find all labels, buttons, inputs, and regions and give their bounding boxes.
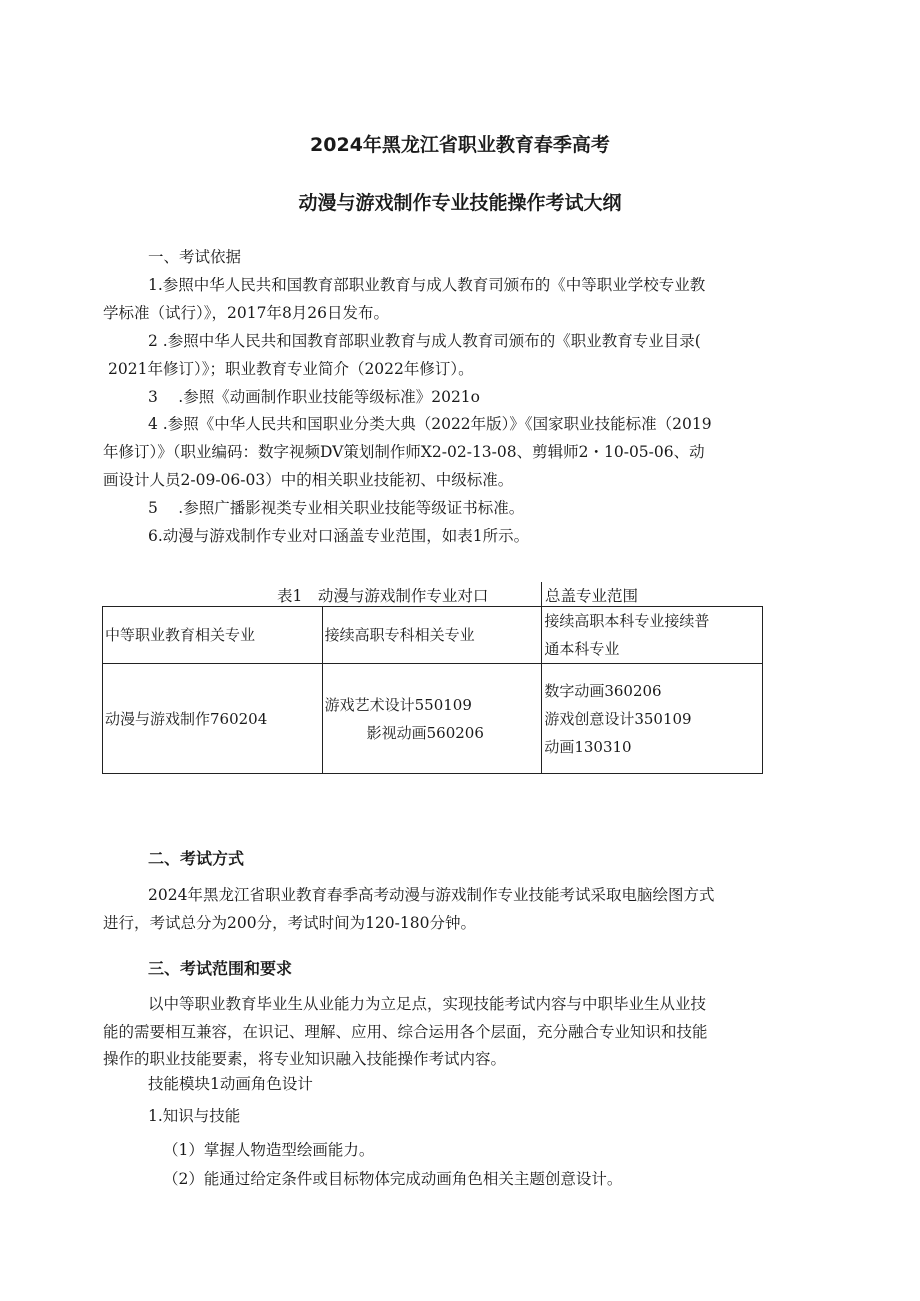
paragraph-line: （2）能通过给定条件或目标物体完成动画角色相关主题创意设计。 (163, 1170, 623, 1188)
paragraph-line: 画设计人员2-09-06-03）中的相关职业技能初、中级标准。 (103, 471, 514, 489)
paragraph-line: 2021年修订）》；职业教育专业简介（2022年修订）。 (108, 360, 474, 378)
paragraph-line: 学标准（试行）》，2017年8月26日发布。 (103, 304, 390, 322)
paragraph-line: 2 .参照中华人民共和国教育部职业教育与成人教育司颁布的《职业教育专业目录( (148, 332, 701, 350)
paragraph-line: 6.动漫与游戏制作专业对口涵盖专业范围，如表1所示。 (148, 527, 530, 545)
paragraph-line: 5 .参照广播影视类专业相关职业技能等级证书标准。 (148, 499, 525, 517)
table-header-cell: 接续高职专科相关专业 (322, 607, 542, 664)
paragraph-line: 进行，考试总分为200分，考试时间为120-180分钟。 (103, 914, 476, 932)
paragraph-line: 3 .参照《动画制作职业技能等级标准》2021o (148, 388, 480, 406)
paragraph-line: 1.参照中华人民共和国教育部职业教育与成人教育司颁布的《中等职业学校专业教 (148, 276, 706, 294)
paragraph-line: 操作的职业技能要素，将专业知识融入技能操作考试内容。 (103, 1050, 507, 1068)
section-heading: 一、考试依据 (148, 248, 242, 266)
page-title: 2024年黑龙江省职业教育春季高考 (310, 134, 610, 156)
paragraph-line: 1.知识与技能 (148, 1107, 241, 1125)
section-heading: 三、考试范围和要求 (148, 959, 293, 978)
paragraph-line: 能的需要相互兼容，在识记、理解、应用、综合运用各个层面，充分融合专业知识和技能 (103, 1023, 708, 1041)
table-header-cell: 中等职业教育相关专业 (103, 607, 323, 664)
caption-divider (541, 582, 542, 606)
paragraph-line: 年修订）》（职业编码：数字视频DV策划制作师X2-02-13-08、剪辑师2・10-05-06、动 (103, 443, 705, 461)
table-caption: 表1 动漫与游戏制作专业对口 (277, 587, 489, 605)
paragraph-line: 2024年黑龙江省职业教育春季高考动漫与游戏制作专业技能考试采取电脑绘图方式 (148, 886, 715, 904)
paragraph-line: 以中等职业教育毕业生从业能力为立足点，实现技能考试内容与中职毕业生从业技 (148, 995, 707, 1013)
table-cell: 游戏艺术设计550109 影视动画560206 (322, 664, 542, 774)
table-cell: 数字动画360206 游戏创意设计350109 动画130310 (542, 664, 763, 774)
table-row (103, 664, 763, 774)
table-caption-right: 总盖专业范围 (545, 587, 639, 605)
major-scope-table (102, 606, 763, 774)
page-subtitle: 动漫与游戏制作专业技能操作考试大纲 (298, 192, 622, 214)
paragraph-line: 技能模块1动画角色设计 (148, 1075, 313, 1093)
section-heading: 二、考试方式 (148, 849, 245, 868)
table-header-cell: 接续高职本科专业接续普 通本科专业 (542, 607, 763, 664)
table-cell: 动漫与游戏制作760204 (103, 664, 323, 774)
paragraph-line: （1）掌握人物造型绘画能力。 (163, 1141, 375, 1159)
table-header-row (103, 607, 763, 664)
paragraph-line: 4 .参照《中华人民共和国职业分类大典（2022年版）》《国家职业技能标准（2019 (148, 415, 712, 433)
